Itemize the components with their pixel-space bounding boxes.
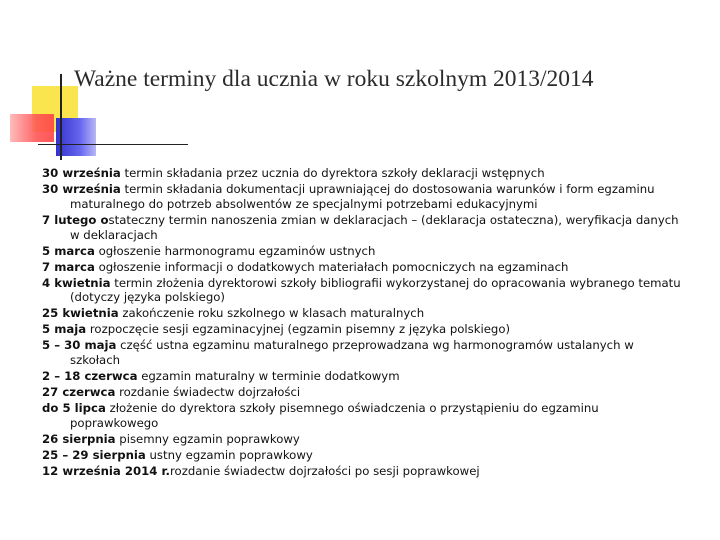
- item-date: 4 kwietnia: [42, 275, 111, 290]
- list-item: [42, 276, 682, 306]
- item-date: 26 sierpnia: [42, 431, 116, 446]
- list-item: [42, 338, 682, 368]
- list-item: [42, 244, 682, 259]
- item-date: 25 kwietnia: [42, 306, 119, 321]
- item-date: 2 – 18 czerwca: [42, 369, 138, 384]
- item-text: część ustna egzaminu maturalnego przeprowadzana wg harmonogramów ustalanych w szkołach: [70, 338, 634, 368]
- item-text: termin składania przez ucznia do dyrektora szkoły deklaracji wstępnych: [120, 166, 545, 180]
- item-text: termin składania dokumentacji uprawniającej do dostosowania warunków i form egzaminu maturalnego do potrzeb absolwentów ze specjalnymi potrzebami edukacyjnymi: [70, 181, 655, 211]
- item-text: termin złożenia dyrektorowi szkoły bibliografii wykorzystanej do opracowania wybranego tematu (dotyczy języka polskiego): [70, 275, 681, 305]
- decor-red-square: [10, 114, 54, 142]
- list-item: [42, 432, 682, 447]
- item-text: rozpoczęcie sesji egzaminacyjnej (egzamin pisemny z języka polskiego): [86, 322, 511, 337]
- list-item: [42, 306, 682, 321]
- list-item: [42, 260, 682, 275]
- item-date: 7 marca: [42, 259, 95, 274]
- item-date: 27 czerwca: [42, 385, 116, 400]
- item-date: 30 września: [42, 181, 121, 196]
- item-text: rozdanie świadectw dojrzałości: [115, 385, 301, 400]
- item-text: ustny egzamin poprawkowy: [145, 447, 313, 462]
- dates-list: [42, 166, 682, 480]
- decor-vertical-line: [60, 74, 62, 160]
- list-item: [42, 322, 682, 337]
- item-text: stateczny termin nanoszenia zmian w deklaracjach – (deklaracja ostateczna), weryfikacja danych w deklaracjach: [70, 212, 679, 242]
- slide-title: Ważne terminy dla ucznia w roku szkolnym 2013/2014: [74, 66, 594, 92]
- item-text: ogłoszenie informacji o dodatkowych materiałach pomocniczych na egzaminach: [94, 259, 569, 274]
- item-text: egzamin maturalny w terminie dodatkowym: [137, 369, 400, 384]
- item-date: 5 – 30 maja: [42, 338, 117, 353]
- item-text: ogłoszenie harmonogramu egzaminów ustnych: [94, 243, 376, 258]
- item-date: 12 września 2014 r.: [42, 463, 170, 478]
- decor-horizontal-line: [38, 144, 188, 145]
- list-item: [42, 166, 682, 181]
- item-date: 25 – 29 sierpnia: [42, 447, 146, 462]
- item-date: 5 marca: [42, 243, 95, 258]
- decor-blue-square: [56, 118, 96, 156]
- item-text: zakończenie roku szkolnego w klasach maturalnych: [118, 306, 425, 321]
- item-date: 7 lutego o: [42, 212, 109, 227]
- item-date: 30 września: [42, 166, 121, 180]
- list-item: [42, 385, 682, 400]
- list-item: [42, 369, 682, 384]
- item-text: pisemny egzamin poprawkowy: [115, 431, 300, 446]
- item-date: do 5 lipca: [42, 401, 106, 416]
- list-item: [42, 448, 682, 463]
- list-item: [42, 464, 682, 479]
- list-item: [42, 182, 682, 212]
- item-text: rozdanie świadectw dojrzałości po sesji poprawkowej: [170, 463, 480, 478]
- item-text: złożenie do dyrektora szkoły pisemnego oświadczenia o przystąpieniu do egzaminu poprawkowego: [70, 401, 599, 430]
- list-item: [42, 401, 682, 431]
- list-item: [42, 213, 682, 243]
- item-date: 5 maja: [42, 322, 87, 337]
